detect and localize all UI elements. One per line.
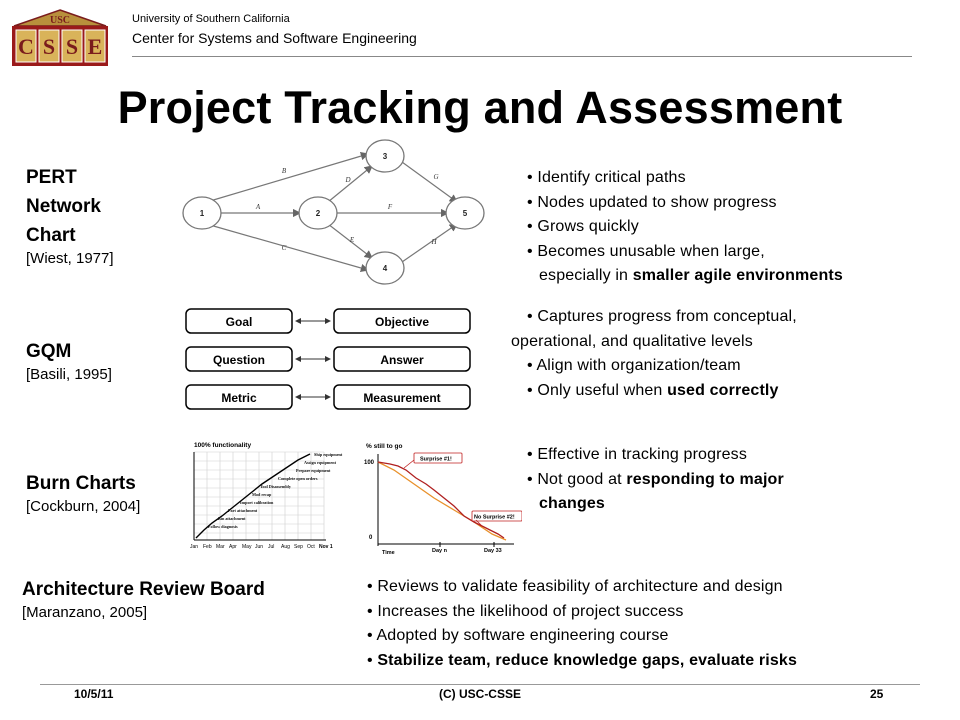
burnup-task-3: Prepare equipment bbox=[296, 468, 331, 473]
burnup-month-11: Nov 1 bbox=[319, 544, 333, 550]
burnup-month-7: Jul bbox=[268, 544, 275, 550]
gqm-citation: [Basili, 1995] bbox=[26, 366, 112, 383]
gqm-bullet-2: • Align with organization/team bbox=[527, 357, 741, 374]
gqm-metric-label: Metric bbox=[221, 391, 257, 405]
burn-bullet-1: • Effective in tracking progress bbox=[527, 446, 747, 463]
pert-edge-label-h: H bbox=[431, 238, 437, 246]
burnup-task-5: Tool Disassembly bbox=[260, 484, 291, 489]
burnup-month-5: May bbox=[242, 544, 252, 550]
gqm-bullet-1: • Captures progress from conceptual, bbox=[527, 308, 797, 325]
burn-citation: [Cockburn, 2004] bbox=[26, 498, 141, 515]
footer-divider bbox=[40, 684, 920, 685]
pert-bullet-1: • Identify critical paths bbox=[527, 169, 686, 186]
burndown-ylabel: % still to go bbox=[366, 443, 403, 450]
burndown-xlabel: Time bbox=[382, 550, 395, 556]
arb-bullet-2: • Increases the likelihood of project success bbox=[367, 602, 684, 620]
arb-bullets bbox=[367, 575, 797, 673]
gqm-bullets bbox=[511, 305, 797, 403]
arb-label bbox=[22, 575, 265, 621]
footer-date: 10/5/11 bbox=[74, 687, 114, 701]
arb-bullet-1: • Reviews to validate feasibility of architecture and design bbox=[367, 578, 783, 595]
burn-bullet-2-plain: • Not good at bbox=[527, 470, 627, 488]
pert-edge-g bbox=[402, 162, 457, 202]
pert-node-label-2: 2 bbox=[315, 209, 321, 218]
pert-edge-label-e: E bbox=[349, 236, 355, 244]
burndown-chart bbox=[364, 440, 522, 556]
burnup-task-2: Assign equipment bbox=[304, 460, 336, 465]
pert-bullet-4-plain: especially in bbox=[539, 267, 633, 284]
burn-bullet-2-continued bbox=[539, 492, 784, 517]
university-name: University of Southern California bbox=[132, 13, 290, 25]
burndown-actual-line bbox=[378, 462, 504, 538]
burn-label bbox=[26, 469, 140, 515]
pert-edge-b bbox=[210, 154, 368, 201]
burnup-month-3: Mar bbox=[216, 544, 225, 550]
burn-bullet-2-bold: responding to major bbox=[626, 470, 784, 488]
gqm-label bbox=[26, 337, 112, 383]
arb-bullet-3: • Adopted by software engineering course bbox=[367, 627, 669, 644]
gqm-measurement-label: Measurement bbox=[363, 391, 441, 405]
burndown-y-bottom: 0 bbox=[369, 535, 373, 541]
pert-edge-h bbox=[402, 224, 457, 262]
pert-label bbox=[26, 163, 114, 267]
burndown-y-top: 100 bbox=[364, 460, 375, 466]
burndown-tick-2: Day 33 bbox=[484, 548, 502, 554]
pert-edge-label-f: F bbox=[387, 203, 393, 211]
arb-bullet-4-plain: • bbox=[367, 651, 378, 669]
gqm-question-label: Question bbox=[212, 353, 266, 367]
pert-network-diagram bbox=[172, 136, 492, 288]
pert-citation: [Wiest, 1977] bbox=[26, 250, 114, 267]
burnup-task-9: Bin attachment bbox=[218, 516, 246, 521]
burnup-month-1: Jan bbox=[190, 544, 199, 550]
arb-bullet-4 bbox=[367, 649, 797, 674]
gqm-answer-label: Answer bbox=[380, 353, 424, 367]
burnup-month-4: Apr bbox=[229, 544, 237, 550]
gqm-title: GQM bbox=[26, 341, 72, 362]
gqm-bullet-1-continued: operational, and qualitative levels bbox=[511, 332, 753, 350]
burn-bullet-2-cont-bold: changes bbox=[539, 495, 605, 512]
burnup-month-6: Jun bbox=[255, 544, 264, 550]
pert-edge-c bbox=[210, 225, 368, 270]
slide-title: Project Tracking and Assessment bbox=[117, 82, 843, 133]
center-name: Center for Systems and Software Engineering bbox=[132, 30, 417, 46]
pert-edge-label-g: G bbox=[433, 173, 439, 181]
pert-node-label-1: 1 bbox=[199, 209, 205, 218]
arb-citation: [Maranzano, 2005] bbox=[22, 604, 148, 621]
pert-edge-label-b: B bbox=[281, 167, 287, 175]
burnup-task-4: Complete open orders bbox=[278, 476, 318, 481]
pert-title-line-1: PERT bbox=[26, 167, 77, 188]
pert-node-label-3: 3 bbox=[382, 152, 388, 161]
logo-letter-c: C bbox=[18, 34, 34, 59]
usc-csse-logo bbox=[6, 8, 114, 70]
pert-edge-label-c: C bbox=[281, 244, 287, 252]
gqm-bullet-3-bold: used correctly bbox=[667, 381, 779, 399]
burndown-callout-2: No Surprise #2! bbox=[474, 514, 515, 521]
gqm-diagram bbox=[184, 306, 474, 412]
burnup-task-1: Ship equipment bbox=[314, 452, 343, 457]
burnup-month-8: Aug bbox=[281, 544, 290, 550]
gqm-bullet-3-plain: • Only useful when bbox=[527, 381, 668, 399]
pert-edge-label-a: A bbox=[255, 203, 261, 211]
burnup-task-7: Import calibration bbox=[240, 500, 274, 505]
pert-bullet-4: • Becomes unusable when large, bbox=[527, 242, 765, 260]
logo-letter-s2: S bbox=[65, 34, 79, 59]
burnup-month-10: Oct bbox=[307, 544, 315, 550]
burn-title: Burn Charts bbox=[26, 473, 136, 494]
burnup-task-10: Follow diagnosis bbox=[208, 524, 238, 529]
pert-title-line-3: Chart bbox=[26, 225, 76, 246]
gqm-bullet-3 bbox=[527, 379, 797, 404]
pert-bullet-3: • Grows quickly bbox=[527, 218, 639, 235]
pert-bullet-4-bold: smaller agile environments bbox=[632, 267, 843, 284]
burnup-task-8: Part attachment bbox=[228, 508, 258, 513]
burn-bullet-2 bbox=[527, 468, 784, 493]
burnup-title: 100% functionality bbox=[194, 442, 252, 449]
burndown-callout-1: Surprise #1! bbox=[420, 456, 452, 463]
pert-bullets bbox=[527, 166, 843, 289]
burnup-month-2: Feb bbox=[203, 544, 212, 550]
pert-title-line-2: Network bbox=[26, 196, 101, 217]
pert-edge-d bbox=[328, 166, 372, 202]
arb-bullet-4-bold: Stabilize team, reduce knowledge gaps, evaluate risks bbox=[377, 651, 798, 669]
pert-bullet-2: • Nodes updated to show progress bbox=[527, 193, 777, 211]
burn-bullets bbox=[527, 443, 784, 517]
burnup-chart bbox=[186, 438, 350, 554]
logo-letter-s1: S bbox=[42, 34, 56, 59]
pert-node-label-5: 5 bbox=[462, 209, 468, 218]
burnup-task-6: Mod recap bbox=[252, 492, 272, 497]
burndown-tick-1: Day n bbox=[432, 548, 447, 554]
pert-bullet-4-continued bbox=[539, 264, 843, 289]
logo-usc-text: USC bbox=[49, 15, 71, 26]
pert-node-label-4: 4 bbox=[382, 264, 388, 273]
header-divider bbox=[132, 56, 912, 57]
pert-edge-label-d: D bbox=[345, 176, 351, 184]
gqm-goal-label: Goal bbox=[225, 315, 253, 329]
arb-title: Architecture Review Board bbox=[22, 579, 265, 600]
footer-copyright: (C) USC-CSSE bbox=[438, 687, 521, 701]
gqm-objective-label: Objective bbox=[374, 315, 430, 329]
logo-letter-e: E bbox=[87, 34, 103, 59]
burnup-month-9: Sep bbox=[294, 544, 303, 550]
footer-page-number: 25 bbox=[870, 687, 884, 701]
